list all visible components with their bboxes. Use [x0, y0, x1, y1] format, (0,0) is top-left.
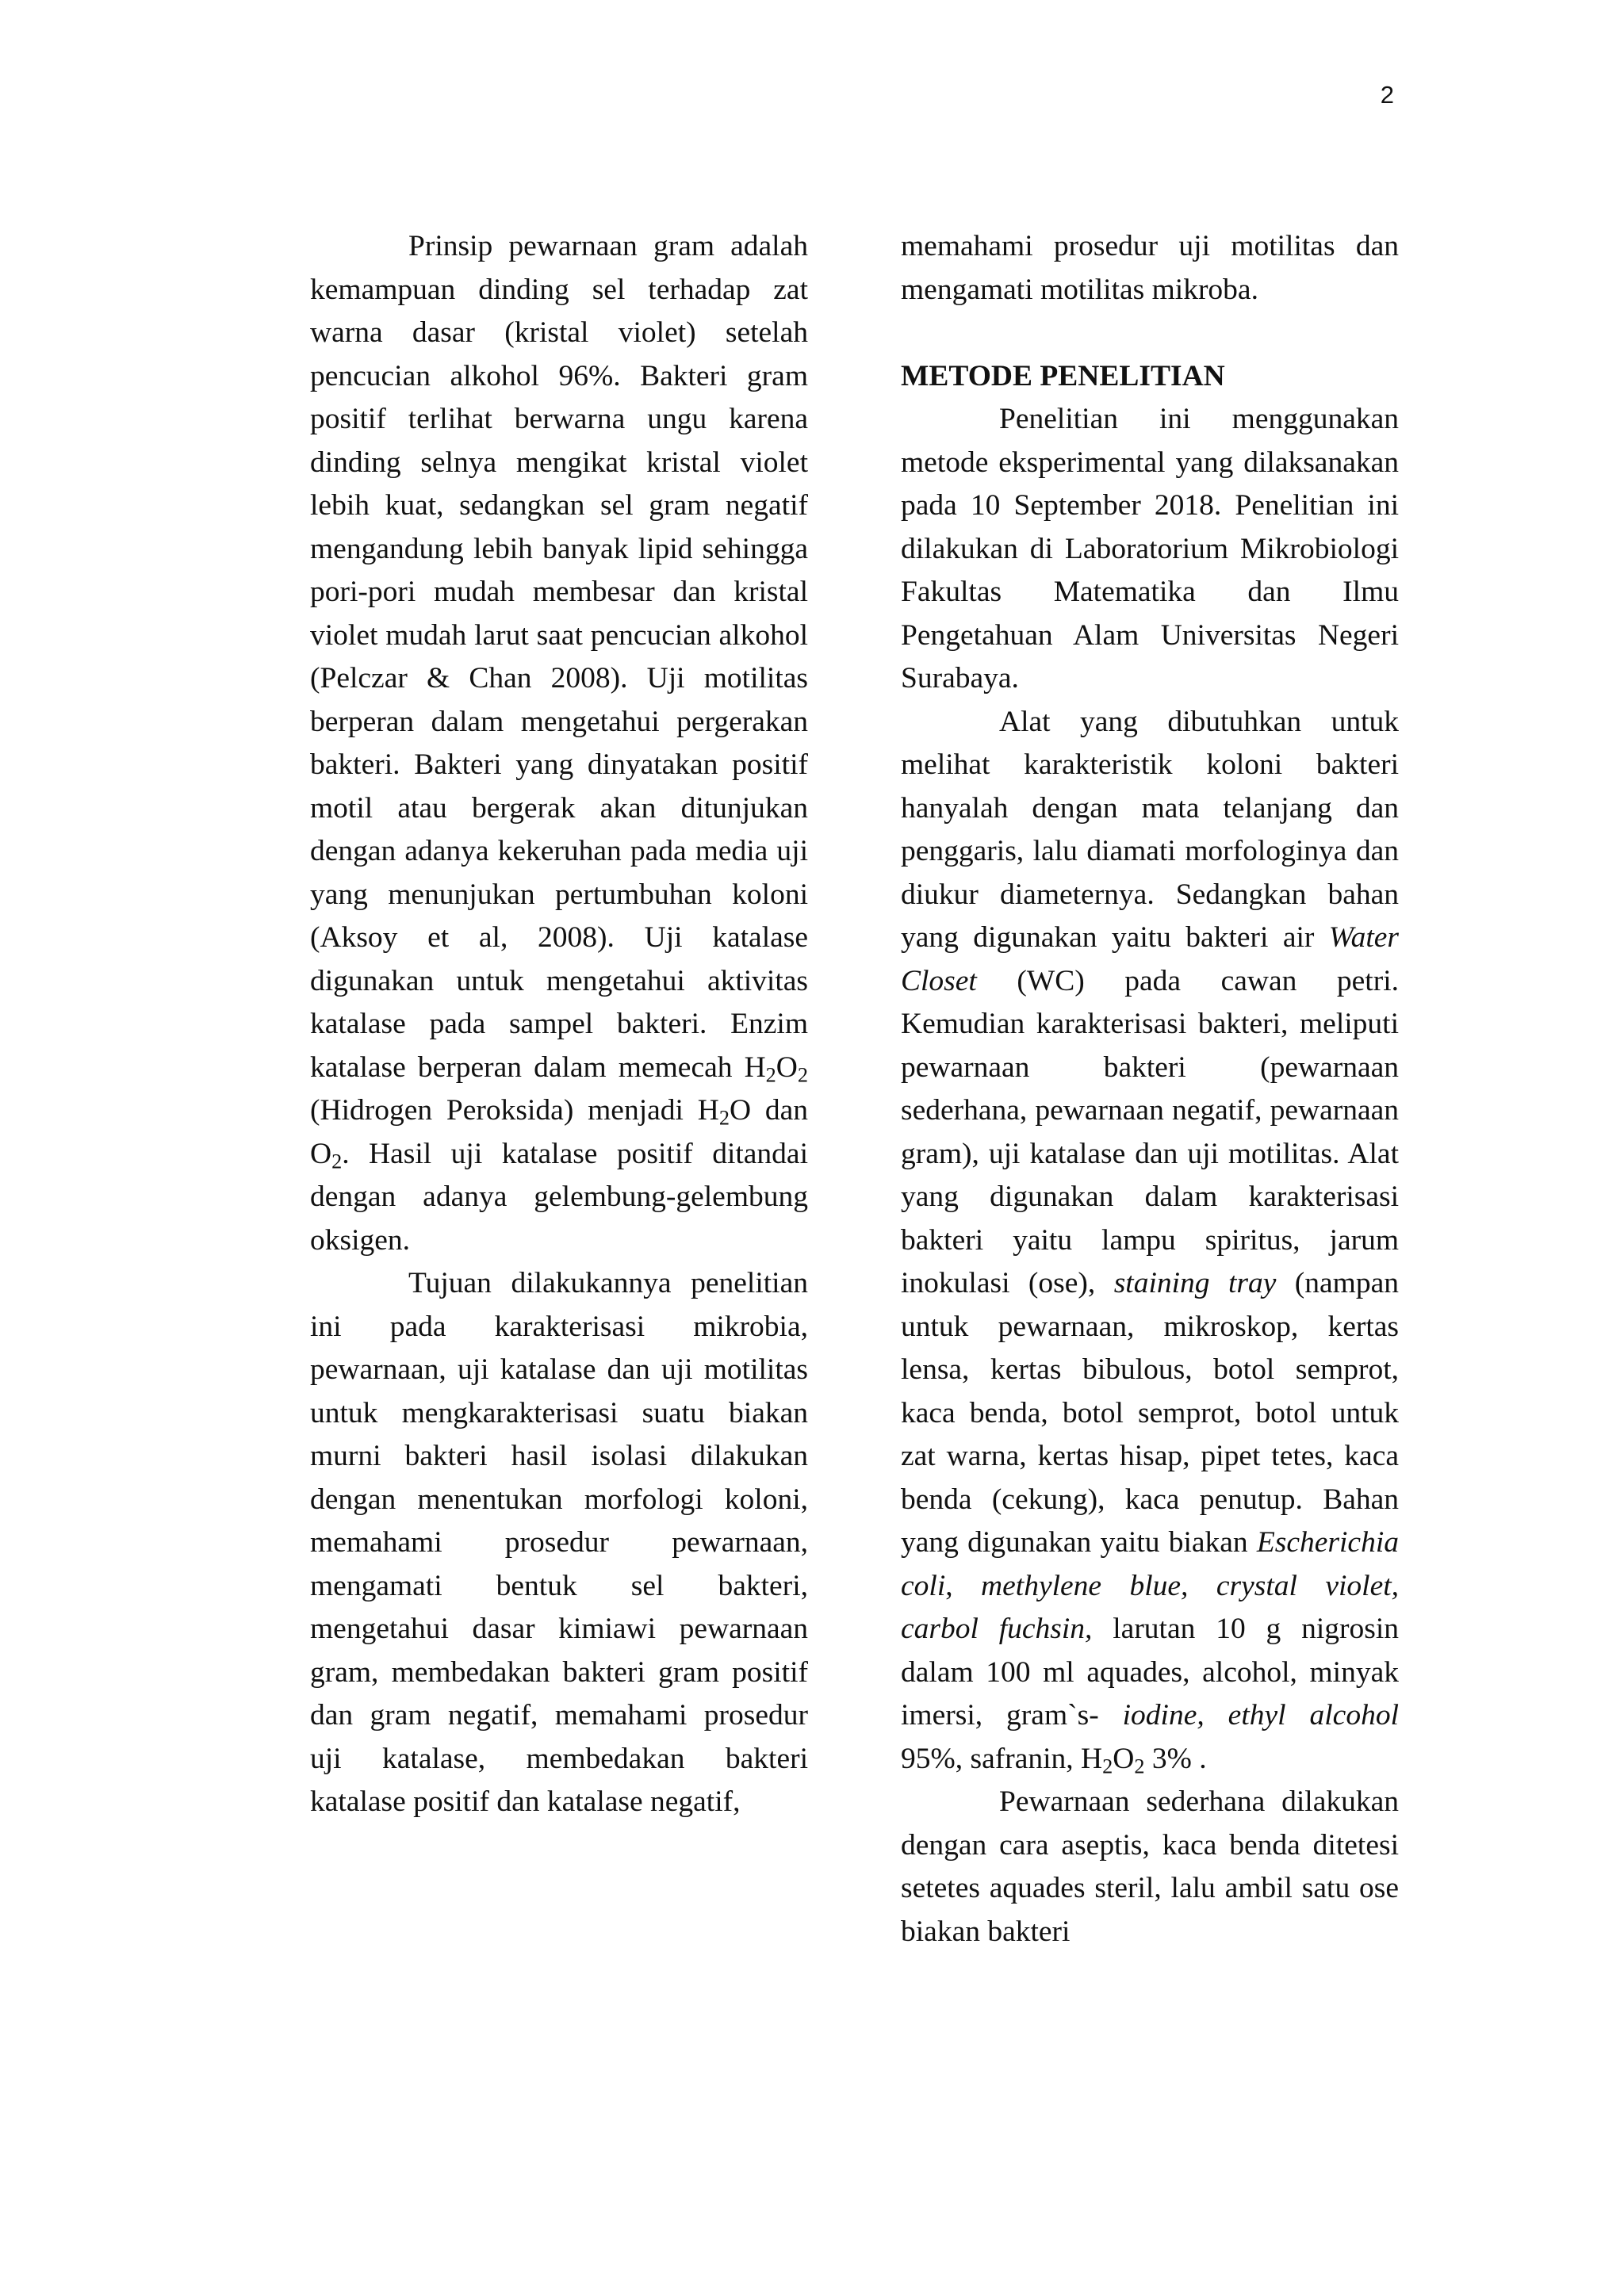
- page-number: 2: [1380, 81, 1394, 109]
- paragraph-tools-materials: Alat yang dibutuhkan untuk melihat karakteristik koloni bakteri hanyalah dengan mata telanjang dan penggaris, lalu diamati morfologinya dan diukur diameternya. Sedangkan bahan yang digunakan yaitu bakteri air Water Closet (WC) pada cawan petri. Kemudian karakterisasi bakteri, meliputi pewarnaan bakteri (pewarnaan sederhana, pewarnaan negatif, pewarnaan gram), uji katalase dan uji motilitas. Alat yang digunakan dalam karakterisasi bakteri yaitu lampu spiritus, jarum inokulasi (ose), staining tray (nampan untuk pewarnaan, mikroskop, kertas lensa, kertas bibulous, botol semprot, kaca benda, botol semprot, botol untuk zat warna, kertas hisap, pipet tetes, kaca benda (cekung), kaca penutup. Bahan yang digunakan yaitu biakan Escherichia coli, methylene blue, crystal violet, carbol fuchsin, larutan 10 g nigrosin dalam 100 ml aquades, alcohol, minyak imersi, gram`s- iodine, ethyl alcohol 95%, safranin, $H_2O_2$ 3% .: [901, 705, 1400, 1778]
- right-column: [901, 225, 1399, 1954]
- left-column: [310, 225, 808, 1824]
- paragraph-simple-staining: Pewarnaan sederhana dilakukan dengan cara aseptis, kaca benda ditetesi setetes aquades steril, lalu ambil satu ose biakan bakteri: [901, 1785, 1399, 1948]
- spacer: [901, 312, 1399, 355]
- paragraph-method-overview: Penelitian ini menggunakan metode eksperimental yang dilaksanakan pada 10 September 2018. Penelitian ini dilakukan di Laboratorium Mikrobiologi Fakultas Matematika dan Ilmu Pengetahuan Alam Universitas Negeri Surabaya.: [901, 403, 1399, 695]
- paragraph-gram-principle: Prinsip pewarnaan gram adalah kemampuan dinding sel terhadap zat warna dasar (kristal violet) setelah pencucian alkohol 96%. Bakteri gram positif terlihat berwarna ungu karena dinding selnya mengikat kristal violet lebih kuat, sedangkan sel gram negatif mengandung lebih banyak lipid sehingga pori-pori mudah membesar dan kristal violet mudah larut saat pencucian alkohol (Pelczar & Chan 2008). Uji motilitas berperan dalam mengetahui pergerakan bakteri. Bakteri yang dinyatakan positif motil atau bergerak akan ditunjukan dengan adanya kekeruhan pada media uji yang menunjukan pertumbuhan koloni (Aksoy et al, 2008). Uji katalase digunakan untuk mengetahui aktivitas katalase pada sampel bakteri. Enzim katalase berperan dalam memecah $H_2O_2$ (Hidrogen Peroksida) menjadi $H_2O$ dan $O_2$. Hasil uji katalase positif ditandai dengan adanya gelembung-gelembung oksigen.: [310, 230, 808, 1257]
- paragraph-objectives-continued: memahami prosedur uji motilitas dan mengamati motilitas mikroba.: [901, 230, 1399, 306]
- paragraph-objectives: Tujuan dilakukannya penelitian ini pada karakterisasi mikrobia, pewarnaan, uji katalase dan uji motilitas untuk mengkarakterisasi suatu biakan murni bakteri hasil isolasi dilakukan dengan menentukan morfologi koloni, memahami prosedur pewarnaan, mengamati bentuk sel bakteri, mengetahui dasar kimiawi pewarnaan gram, membedakan bakteri gram positif dan gram negatif, memahami prosedur uji katalase, membedakan bakteri katalase positif dan katalase negatif,: [310, 1267, 808, 1818]
- section-heading-methods: METODE PENELITIAN: [901, 359, 1225, 392]
